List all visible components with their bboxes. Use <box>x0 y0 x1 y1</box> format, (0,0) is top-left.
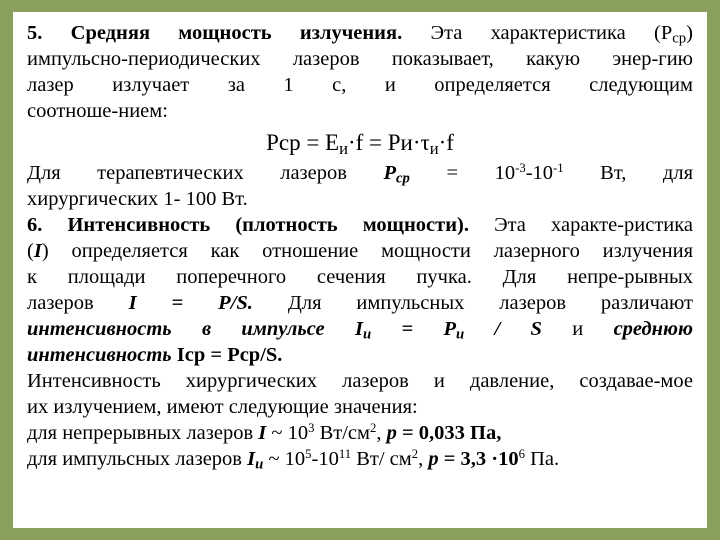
section6-line1: 6. Интенсивность (плотность мощности). Эта характе-ристика <box>27 214 694 236</box>
section5-line2: импульсно-периодических лазеров показывает, какую энер-гию <box>27 48 693 70</box>
therapy-line2: хирургических 1- 100 Вт. <box>27 188 248 210</box>
section6-line2: (I) определяется как отношение мощности лазерного излучения <box>27 240 693 262</box>
section6-line6: интенсивность Iср = Рср/S. <box>27 344 283 366</box>
average-power-formula: Рср = $Е_и\cdot f = Ри\cdot\tau_и\cdot f$ <box>266 130 454 159</box>
section5-line4: соотноше-нием: <box>27 100 168 122</box>
section6-line5: интенсивность в импульсе $I_и = P_и / S$ и среднюю <box>27 318 693 343</box>
section5-line3: лазер излучает за 1 с, и определяется следующим <box>27 74 693 96</box>
section6-line4: лазеров I = P/S. Для импульсных лазеров различают <box>27 292 693 314</box>
section5-line1: 5. Средняя мощность излучения. Эта характеристика $(Р_{ср})$ <box>27 22 693 47</box>
continuous-lasers-line: для непрерывных лазеров I ~ $10^3$ $Вт/см^2$, р = 0,033 Па, <box>27 421 502 444</box>
section5-title: 5. Средняя мощность излучения. <box>27 22 403 44</box>
surgical-line2: их излучением, имеют следующие значения: <box>27 396 418 418</box>
slide-page <box>13 12 707 528</box>
pulsed-lasers-line: для импульсных лазеров $I_и$ ~ $10^5-10^{11}$ Вт/ $см^2$, $р = 3,3 \cdot 10^6$ Па. <box>27 447 560 473</box>
section6-line3: к площади поперечного сечения пучка. Для непре-рывных <box>27 266 693 288</box>
surgical-line1: Интенсивность хирургических лазеров и давление, создавае-мое <box>27 370 693 392</box>
therapy-line1: Для терапевтических лазеров $Р_{ср} = 10^{-3}-10^{-1}$ Вт, для <box>27 161 693 187</box>
section6-title: 6. Интенсивность (плотность мощности). <box>27 214 469 236</box>
